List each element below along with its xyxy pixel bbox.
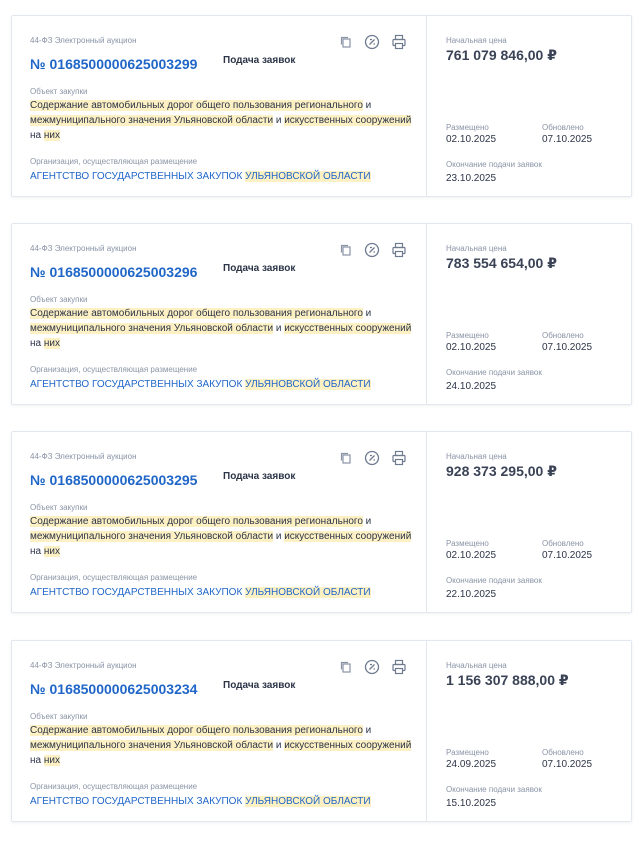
copy-icon[interactable] [337,449,355,467]
copy-icon[interactable] [337,241,355,259]
placed-label: Размещено [446,331,489,340]
plain-text: на [30,755,44,766]
object-label: Объект закупки [30,295,88,304]
highlighted-text: них [43,755,60,766]
updated-date: 07.10.2025 [542,134,593,145]
plain-text: на [30,130,44,141]
procurement-type: 44-ФЗ Электронный аукцион [30,36,137,45]
tender-summary [426,224,631,404]
organization-name: АГЕНТСТВО ГОСУДАРСТВЕННЫХ ЗАКУПОК [30,171,246,182]
deadline-date: 15.10.2025 [446,798,497,809]
plain-text: и [273,323,285,334]
print-icon[interactable] [390,449,408,467]
object-label: Объект закупки [30,87,88,96]
tender-number-link[interactable]: № 0168500000625003296 [30,264,198,280]
print-icon[interactable] [390,33,408,51]
organization-label: Организация, осуществляющая размещение [30,365,198,374]
tender-card [11,431,632,613]
deadline-date: 22.10.2025 [446,589,497,600]
placed-label: Размещено [446,748,489,757]
highlighted-text: Содержание автомобильных дорог общего пользования регионального [30,725,363,736]
organization-label: Организация, осуществляющая размещение [30,573,198,582]
highlighted-text: Содержание автомобильных дорог общего пользования регионального [30,308,363,319]
updated-label: Обновлено [542,748,584,757]
updated-date: 07.10.2025 [542,759,593,770]
highlighted-text: них [43,338,60,349]
start-price-label: Начальная цена [446,244,507,253]
card-actions [327,658,397,676]
tender-card [11,223,632,405]
organization-label: Организация, осуществляющая размещение [30,157,198,166]
tender-info [12,641,426,821]
tender-summary [426,641,631,821]
start-price-label: Начальная цена [446,452,507,461]
tender-info [12,432,426,612]
calculator-icon[interactable] [363,241,381,259]
placed-label: Размещено [446,539,489,548]
plain-text: и [362,725,372,736]
start-price: 1 156 307 888,00 ₽ [446,672,569,688]
tender-summary [426,432,631,612]
print-icon[interactable] [390,658,408,676]
highlighted-text: них [43,130,60,141]
plain-text: и [362,516,372,527]
card-actions [327,449,397,467]
organization-region: УЛЬЯНОВСКОЙ ОБЛАСТИ [245,379,371,390]
procurement-object [30,514,422,559]
plain-text: на [30,546,44,557]
deadline-label: Окончание подачи заявок [446,576,542,585]
print-icon[interactable] [390,241,408,259]
procurement-object [30,723,422,768]
card-actions [327,241,397,259]
organization-link[interactable] [30,379,371,390]
start-price-label: Начальная цена [446,661,507,670]
tender-summary [426,16,631,196]
organization-link[interactable] [30,796,371,807]
highlighted-text: Содержание автомобильных дорог общего пользования регионального [30,516,363,527]
highlighted-text: искусственных сооружений [284,740,412,751]
organization-region: УЛЬЯНОВСКОЙ ОБЛАСТИ [245,587,371,598]
procurement-type: 44-ФЗ Электронный аукцион [30,452,137,461]
procurement-type: 44-ФЗ Электронный аукцион [30,661,137,670]
procurement-object [30,306,422,351]
plain-text: и [273,740,285,751]
placed-date: 02.10.2025 [446,550,497,561]
deadline-date: 24.10.2025 [446,381,497,392]
updated-label: Обновлено [542,331,584,340]
placed-date: 02.10.2025 [446,342,497,353]
status-badge: Подача заявок [223,263,296,274]
plain-text: на [30,338,44,349]
highlighted-text: межмуниципального значения Ульяновской области [30,531,274,542]
tender-number-link[interactable]: № 0168500000625003295 [30,472,198,488]
calculator-icon[interactable] [363,658,381,676]
highlighted-text: Содержание автомобильных дорог общего пользования регионального [30,100,363,111]
tender-info [12,224,426,404]
procurement-type: 44-ФЗ Электронный аукцион [30,244,137,253]
start-price: 761 079 846,00 ₽ [446,47,557,63]
status-badge: Подача заявок [223,471,296,482]
deadline-label: Окончание подачи заявок [446,785,542,794]
copy-icon[interactable] [337,33,355,51]
start-price: 783 554 654,00 ₽ [446,255,557,271]
organization-region: УЛЬЯНОВСКОЙ ОБЛАСТИ [245,796,371,807]
calculator-icon[interactable] [363,449,381,467]
status-badge: Подача заявок [223,680,296,691]
tender-info [12,16,426,196]
plain-text: и [362,308,372,319]
plain-text: и [273,531,285,542]
organization-link[interactable] [30,587,371,598]
tender-number-link[interactable]: № 0168500000625003299 [30,56,198,72]
plain-text: и [273,115,285,126]
highlighted-text: межмуниципального значения Ульяновской области [30,115,274,126]
updated-label: Обновлено [542,123,584,132]
status-badge: Подача заявок [223,55,296,66]
copy-icon[interactable] [337,658,355,676]
deadline-label: Окончание подачи заявок [446,160,542,169]
placed-date: 02.10.2025 [446,134,497,145]
organization-link[interactable] [30,171,371,182]
tender-card [11,640,632,822]
highlighted-text: межмуниципального значения Ульяновской области [30,323,274,334]
highlighted-text: искусственных сооружений [284,323,412,334]
plain-text: и [362,100,372,111]
procurement-object [30,98,422,143]
updated-label: Обновлено [542,539,584,548]
deadline-date: 23.10.2025 [446,173,497,184]
organization-name: АГЕНТСТВО ГОСУДАРСТВЕННЫХ ЗАКУПОК [30,379,246,390]
deadline-label: Окончание подачи заявок [446,368,542,377]
tender-number-link[interactable]: № 0168500000625003234 [30,681,198,697]
organization-region: УЛЬЯНОВСКОЙ ОБЛАСТИ [245,171,371,182]
updated-date: 07.10.2025 [542,342,593,353]
highlighted-text: межмуниципального значения Ульяновской области [30,740,274,751]
placed-label: Размещено [446,123,489,132]
start-price-label: Начальная цена [446,36,507,45]
calculator-icon[interactable] [363,33,381,51]
tender-card [11,15,632,197]
organization-label: Организация, осуществляющая размещение [30,782,198,791]
highlighted-text: них [43,546,60,557]
highlighted-text: искусственных сооружений [284,115,412,126]
object-label: Объект закупки [30,712,88,721]
organization-name: АГЕНТСТВО ГОСУДАРСТВЕННЫХ ЗАКУПОК [30,587,246,598]
updated-date: 07.10.2025 [542,550,593,561]
highlighted-text: искусственных сооружений [284,531,412,542]
object-label: Объект закупки [30,503,88,512]
placed-date: 24.09.2025 [446,759,497,770]
card-actions [327,33,397,51]
organization-name: АГЕНТСТВО ГОСУДАРСТВЕННЫХ ЗАКУПОК [30,796,246,807]
start-price: 928 373 295,00 ₽ [446,463,557,479]
